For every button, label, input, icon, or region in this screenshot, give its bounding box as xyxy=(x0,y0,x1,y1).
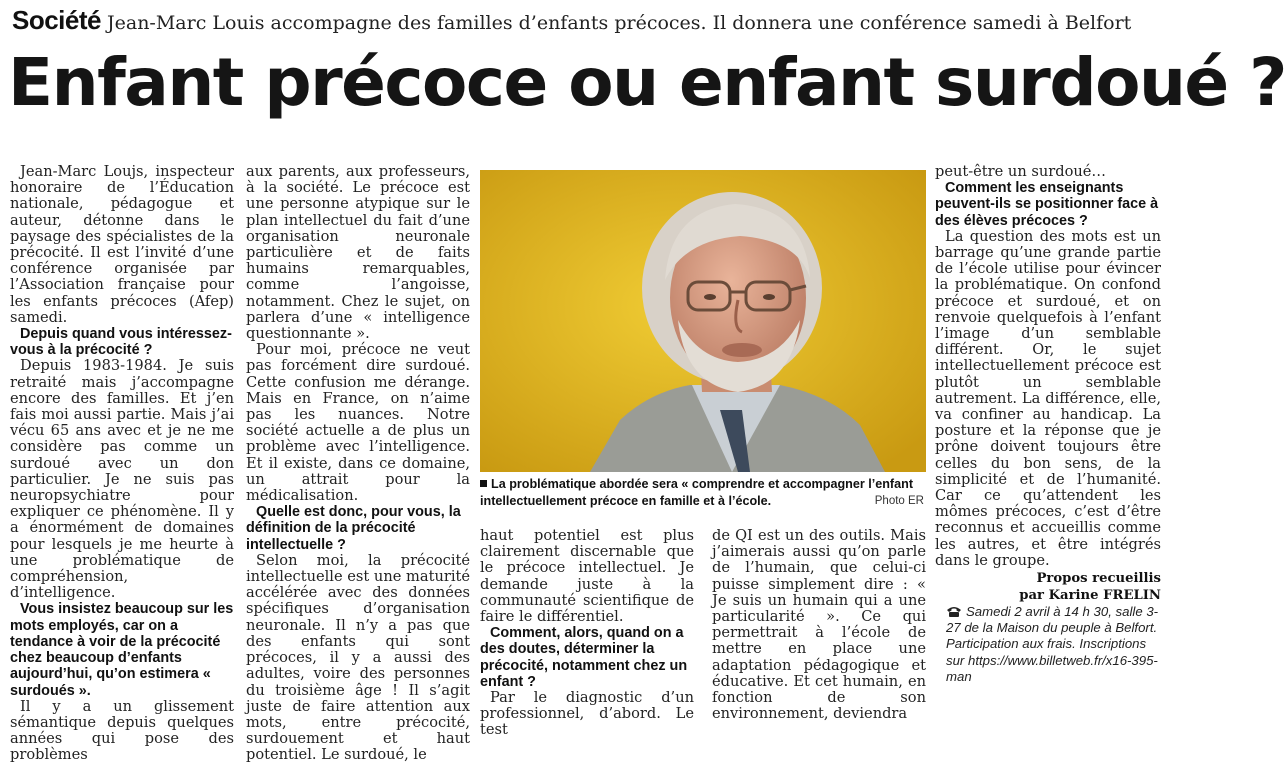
article-column-1 xyxy=(10,163,234,764)
answer-paragraph: Depuis 1983-1984. Je suis retraité mais j’accompagne encore des familles. Et j’en fais moi aussi partie. Mais j’ai vécu 65 ans avec et je ne me considère pas comme un surdoué avec un don particulier. Je ne suis pas neuropsychiatre pour expliquer ce phénomène. Il y a énormément de domaines pour lesquels je me heurte à une problématique de compréhension, d’intelligence. xyxy=(10,357,234,602)
answer-paragraph: haut potentiel est plus clairement discernable que le précoce intellectuel. Je demande juste à la communauté scientifique de faire le différentiel. xyxy=(480,527,694,626)
article-column-4 xyxy=(712,527,926,723)
kicker-text: Jean-Marc Louis accompagne des familles d’enfants précoces. Il donnera une conférence samedi à Belfort xyxy=(107,12,1132,34)
event-info xyxy=(946,604,1164,704)
caption-text: La problématique abordée sera « comprendre et accompagner l’enfant intellectuellement précoce en famille et à l’école. xyxy=(480,477,914,508)
byline-author: par Karine FRELIN xyxy=(1019,588,1161,603)
answer-paragraph: de QI est un des outils. Mais j’aimerais aussi qu’on parle de l’humain, que celui-ci puisse simplement dire : « Je suis un humain qui a une particularité ». Ce qui permettrait à l’école de mettre en place une adaptation pédagogique et éducative. Et cet humain, en fonction de son environnement, deviendra xyxy=(712,527,926,723)
caption-bullet-icon xyxy=(480,480,487,487)
answer-paragraph: Selon moi, la précocité intellectuelle est une maturité accélérée avec des données spécifiques d’organisation neuronale. Il n’y a pas que des enfants qui sont précoces, il y a aussi des adultes, voire des personnes du troisième âge ! Il s’agit juste de faire attention aux mots, entre précocité, surdouement et haut potentiel. Le surdoué, le xyxy=(246,551,470,764)
question: Comment les enseignants peuvent-ils se positionner face à des élèves précoces ? xyxy=(935,180,1159,229)
byline-line-1: Propos recueillis xyxy=(1036,571,1161,586)
event-info-text: Samedi 2 avril à 14 h 30, salle 3-27 de la Maison du peuple à Belfort. Participation aux frais. Inscriptions sur https://www.billetweb.fr/x16-395-man xyxy=(946,604,1159,684)
question: Quelle est donc, pour vous, la définition de la précocité intellectuelle ? xyxy=(246,504,461,553)
article-column-3 xyxy=(480,527,694,739)
intro-paragraph: Jean-Marc Loujs, inspecteur honoraire de l’Éducation nationale, pédagogue et auteur, détonne dans le paysage des spécialistes de la précocité. Il est l’invité d’une conférence organisée par l’Association française pour les enfants précoces (Afep) samedi. xyxy=(10,163,234,326)
kicker-line xyxy=(12,2,1162,38)
answer-paragraph: Il y a un glissement sémantique depuis quelques années qui pose des problèmes xyxy=(10,697,234,764)
answer-paragraph: La question des mots est un barrage qu’une grande partie de l’école utilise pour évincer la problématique. On confond précoce et surdoué, et on renvoie quelquefois à l’enfant l’image d’un semblable différent. Or, le sujet intellectuellement précoce est plutôt un semblable autrement. La différence, elle, va confiner au handicap. La posture et la réponse que je prône doivent toujours être celles du bon sens, de la simplicité et de l’humanité. Car ce qu’attendent les mômes précoces, c’est d’être reconnus et accueillis comme les autres, et être intégrés dans le groupe. xyxy=(935,227,1161,569)
phone-icon xyxy=(946,605,962,618)
byline xyxy=(935,570,1161,606)
photo-caption xyxy=(480,476,926,512)
article-column-2 xyxy=(246,163,470,764)
section-tag: Société xyxy=(12,5,101,35)
headline: Enfant précoce ou enfant surdoué ? xyxy=(8,44,1286,121)
photo-credit: Photo ER xyxy=(874,495,924,507)
answer-paragraph: Pour moi, précoce ne veut pas forcément dire surdoué. Cette confusion me dérange. Mais en France, on n’aime pas les nuances. Notre société actuelle a de plus un problème avec l’intelligence. Et il existe, dans ce domaine, un attrait pour la médicalisation. xyxy=(246,341,470,505)
question: Comment, alors, quand on a des doutes, déterminer la précocité, notamment chez un enfant ? xyxy=(480,625,688,690)
question: Vous insistez beaucoup sur les mots employés, car on a tendance à voir de la précocité chez beaucoup d’enfants aujourd’hui, qu’on estimera « surdoués ». xyxy=(10,601,234,699)
question: Depuis quand vous intéressez-vous à la précocité ? xyxy=(10,326,232,359)
answer-paragraph: peut-être un surdoué… xyxy=(935,163,1106,180)
portrait-illustration xyxy=(480,170,926,472)
article-column-5 xyxy=(935,163,1161,569)
portrait-photo xyxy=(480,170,926,472)
answer-paragraph: Par le diagnostic d’un professionnel, d’abord. Le test xyxy=(480,689,694,739)
answer-paragraph: aux parents, aux professeurs, à la société. Le précoce est une personne atypique sur le plan intellectuel du fait d’une organisation neuronale particulière et de faits humains remarquables, comme l’angoisse, notamment. Chez le sujet, on parlera d’une « intelligence questionnante ». xyxy=(246,163,470,343)
